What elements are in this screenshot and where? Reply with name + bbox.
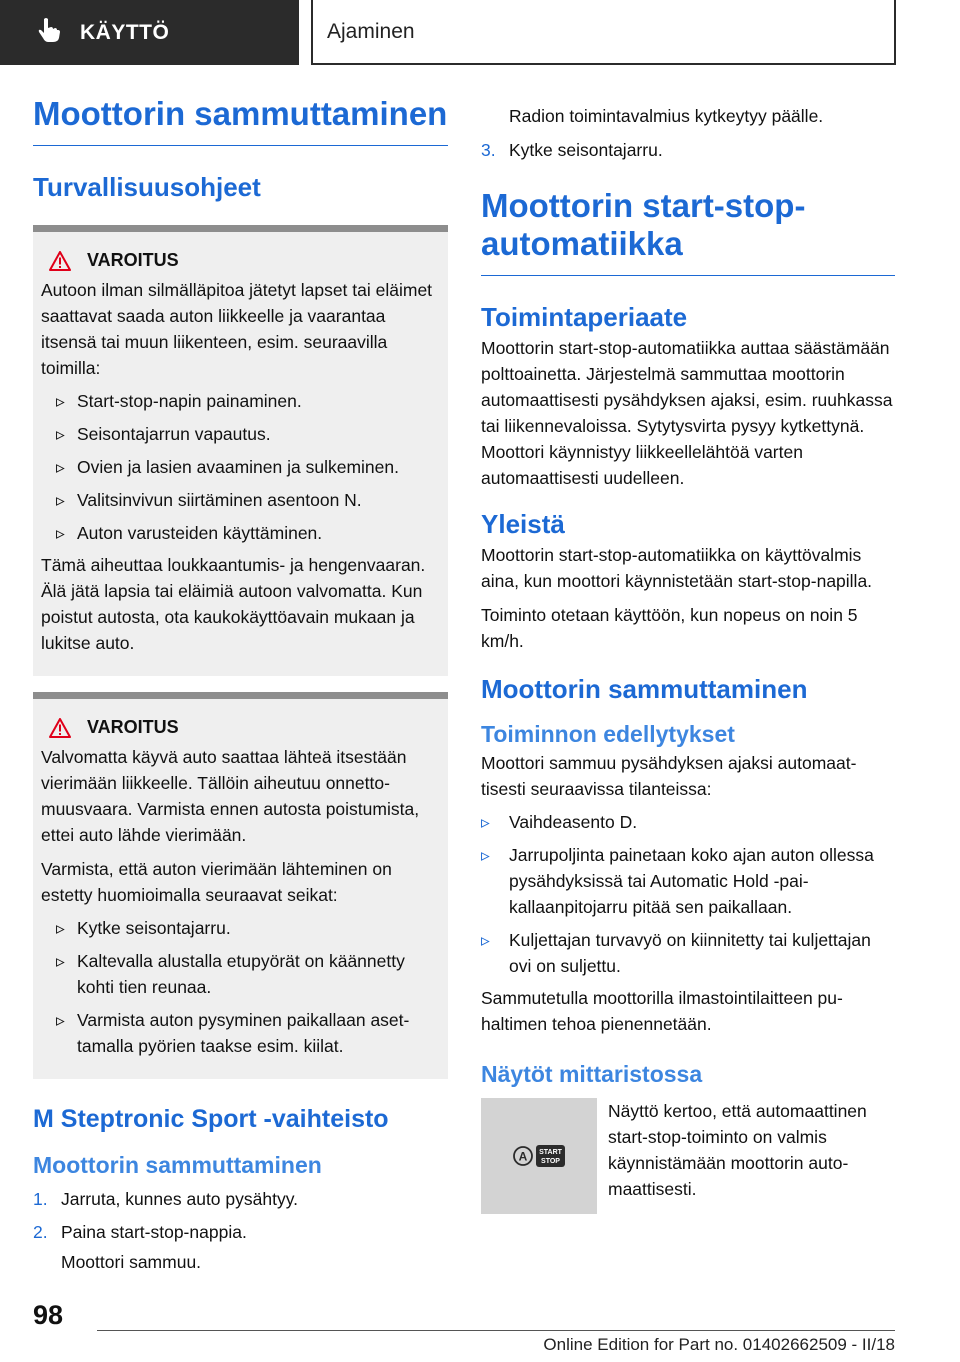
header-chapter-tab — [311, 0, 896, 65]
display-section — [481, 1098, 895, 1214]
warning-text: Tämä aiheuttaa loukkaantumis- ja hengenvaaran. Älä jätä lapsia tai eläimiä autoon valvomatta. Kun poistut autosta, ota kaukokäyttöavain mukaan ja lukitse auto. — [41, 555, 426, 653]
list-item: ▹ Seisontajarrun vapautus. — [56, 424, 271, 444]
section-title: KÄYTTÖ — [80, 20, 170, 44]
warning-text: Varmista, että auton vierimään lähteminen on estetty huomioimalla seuraavat seikat: — [41, 859, 392, 905]
step-item: 2. Paina start-stop-nappia. — [33, 1222, 247, 1242]
general-text: Moottorin start-stop-automatiikka on käyttövalmis aina, kun moottori käynnistetään start-stop-napilla. — [481, 545, 873, 591]
display-text: Näyttö kertoo, että automaattinen start-stop-toiminto on valmis käynnistämään moottorin automaattisesti. — [608, 1101, 867, 1199]
list-item: ▹ Jarrupoljinta painetaan koko ajan auton ollessa pysähdyksissä tai Automatic Hold -paikallaanpitojarru pitää sen paikallaan. — [481, 845, 874, 917]
continued-text: Radion toimintavalmius kytkeytyy päälle. — [509, 106, 824, 126]
left-column — [33, 95, 448, 1275]
step-item: 3. Kytke seisontajarru. — [481, 140, 663, 160]
page-number: 98 — [33, 1300, 64, 1330]
chapter-title: Ajaminen — [327, 19, 415, 43]
list-item: ▹ Ovien ja lasien avaaminen ja sulkeminen. — [56, 457, 399, 477]
list-item: ▹ Kytke seisontajarru. — [56, 918, 231, 938]
edition-text: Online Edition for Part no. 01402662509 - II/18 — [543, 1335, 895, 1354]
list-item: ▹ Kuljettajan turvavyö on kiinnitetty tai kuljettajan ovi on suljettu. — [481, 930, 871, 976]
warning-box — [33, 225, 448, 676]
right-column — [481, 103, 895, 1214]
svg-text:A: A — [518, 1149, 528, 1164]
warning-triangle-icon — [49, 251, 71, 271]
general-heading: Yleistä — [481, 509, 565, 539]
warning-text: Autoon ilman silmälläpitoa jätetyt lapset tai eläimet saattavat saada auton liikkeelle ja vaarantaa itsensä tai muun liikenteen, esim. seuraavilla toimilla: — [41, 280, 433, 378]
principle-text: Moottorin start-stop-automatiikka auttaa säästämään polttoainetta. Järjestelmä sammuttaa moottorin automaattisesti pysähdyksen ajaksi, esim. ruuhkassa tai liikennevaloissa. Sytytysvirta pysyy kytkettynä. Moottori käynnistyy liikkeellelähtöä varten automaattisesti uudelleen. — [481, 338, 893, 488]
header-section-tab — [0, 0, 299, 65]
warning-box — [33, 692, 448, 1079]
list-item: ▹ Auton varusteiden käyttäminen. — [56, 523, 323, 543]
safety-heading: Turvallisuusohjeet — [33, 172, 261, 202]
svg-text:STOP: STOP — [541, 1158, 560, 1165]
msport-subheading: Moottorin sammuttaminen — [33, 1152, 322, 1178]
hand-pointer-icon — [38, 17, 60, 48]
svg-text:START: START — [539, 1149, 562, 1156]
conditions-heading: Toiminnon edellytykset — [481, 721, 735, 747]
list-item: ▹ Vaihdeasento D. — [481, 812, 638, 832]
conditions-after-text: Sammutetulla moottorilla ilmastointilaitteen puhaltimen tehoa pienennetään. — [481, 988, 843, 1034]
stop-heading: Moottorin sammuttaminen — [481, 674, 808, 704]
main-heading: Moottorin sammuttaminen — [33, 95, 448, 132]
display-image — [481, 1098, 597, 1214]
auto-start-stop-icon — [512, 1143, 566, 1169]
conditions-text: Moottori sammuu pysähdyksen ajaksi automaattisesti seuraavissa tilanteissa: — [481, 753, 857, 799]
footer-rule — [97, 1330, 895, 1331]
display-heading: Näytöt mittaristossa — [481, 1061, 703, 1087]
warning-triangle-icon — [49, 718, 71, 738]
startstop-heading: Moottorin start-stop-automatiikka — [481, 187, 806, 262]
warning-title: VAROITUS — [41, 717, 440, 738]
warning-title: VAROITUS — [41, 250, 440, 271]
list-item: ▹ Kaltevalla alustalla etupyörät on käännetty kohti tien reunaa. — [56, 951, 405, 997]
principle-heading: Toimintaperiaate — [481, 302, 688, 332]
step-result: Moottori sammuu. — [61, 1252, 202, 1272]
warning-text: Valvomatta käyvä auto saattaa lähteä itsestään vierimään liikkeelle. Tällöin aiheutuu onnettomuusvaara. Varmista ennen autosta poistumista, ettei auto lähde vierimään. — [41, 747, 420, 845]
list-item: ▹ Varmista auton pysyminen paikallaan asettamalla pyörien taakse esim. kiilat. — [56, 1010, 410, 1056]
step-item: 1. Jarruta, kunnes auto pysähtyy. — [33, 1189, 299, 1209]
heading-rule — [481, 275, 895, 276]
msport-heading: M Steptronic Sport -vaihteisto — [33, 1105, 389, 1133]
heading-rule — [33, 145, 448, 146]
list-item: ▹ Start-stop-napin painaminen. — [56, 391, 302, 411]
general-text: Toiminto otetaan käyttöön, kun nopeus on noin 5 km/h. — [481, 605, 858, 651]
list-item: ▹ Valitsinvivun siirtäminen asentoon N. — [56, 490, 362, 510]
